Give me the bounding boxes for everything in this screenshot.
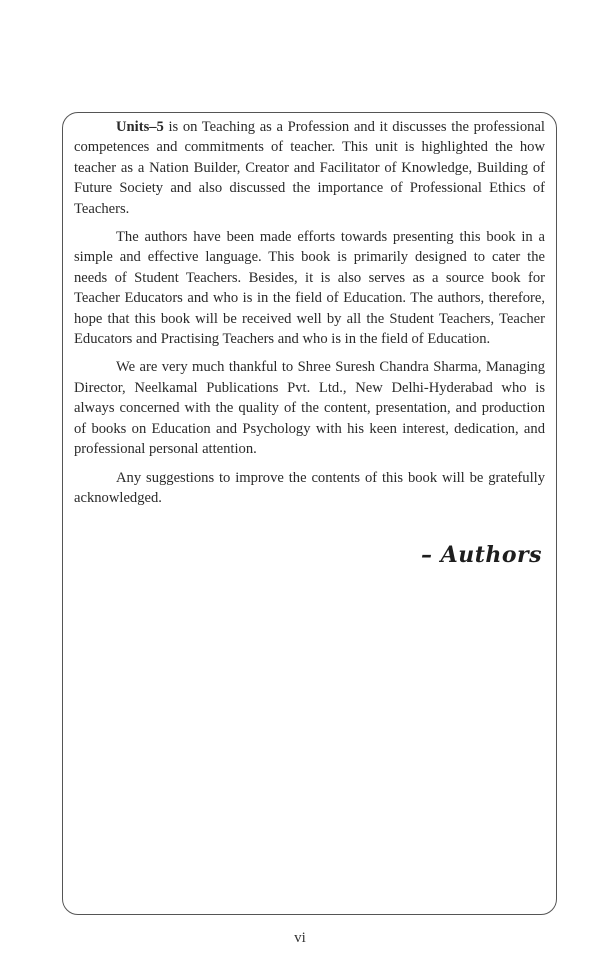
paragraph-authors-efforts: The authors have been made efforts towards presenting this book in a simple and effective language. This book is primarily designed to cater the needs of Student Teachers. Besides, it is also serves as a source book for Teacher Educators and who is in the field of Education. The authors, therefore, hope that this book will be received well by all the Student Teachers, Teacher Educators and Practising Teachers and who is in the field of Education. — [74, 229, 545, 348]
units-label: Units–5 — [116, 119, 164, 135]
authors-signature: – Authors — [420, 542, 542, 568]
page-number: vi — [294, 930, 306, 946]
paragraph-units-5 — [74, 117, 545, 219]
paragraph-suggestions: Any suggestions to improve the contents of this book will be gratefully acknowledged. — [74, 469, 545, 506]
paragraph-acknowledgement: We are very much thankful to Shree Suresh Chandra Sharma, Managing Director, Neelkamal Publications Pvt. Ltd., New Delhi-Hyderabad who is always concerned with the quality of the content, presentation, and production of books on Education and Psychology with his keen interest, dedication, and professional personal attention. — [74, 359, 545, 458]
preface-body — [74, 117, 545, 516]
paragraph-text: is on Teaching as a Profession and it discusses the professional competences and commitments of teacher. This unit is highlighted the how teacher as a Nation Builder, Creator and Facilitator of Knowledge, Building of Future Society and also discussed the importance of Professional Ethics of Teachers. — [74, 119, 545, 217]
